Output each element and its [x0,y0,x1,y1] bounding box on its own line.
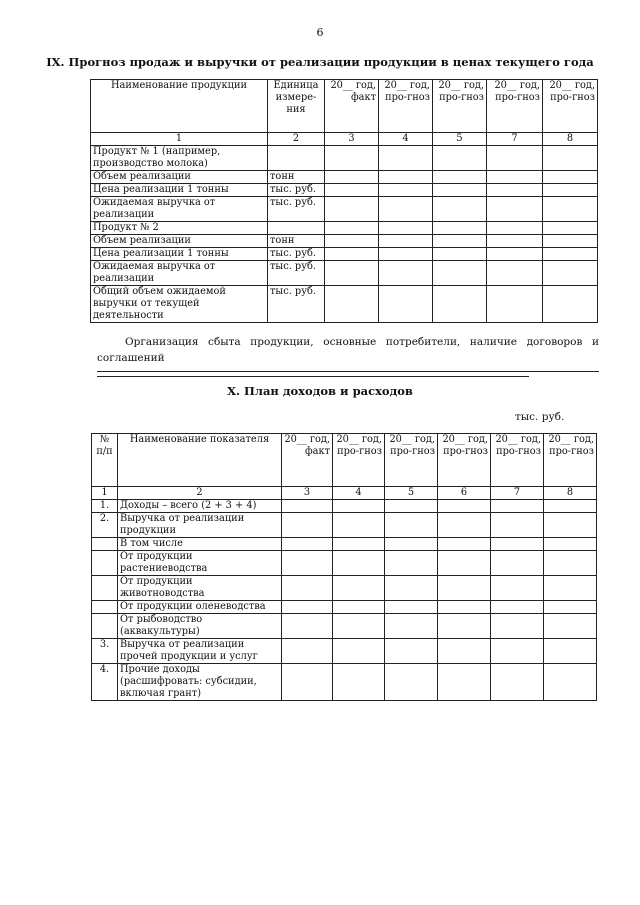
row-name: Выручка от реализации продукции [118,513,282,538]
row-name: Цена реализации 1 тонны [91,248,268,261]
table-row [91,261,598,286]
table-row [91,235,598,248]
row-name: Прочие доходы (расшифровать: субсидии, включая грант) [118,664,282,701]
fill-in-line [97,371,599,372]
table-row [91,171,598,184]
row-name: Объем реализации [91,171,268,184]
table-row [92,538,597,551]
row-number: 2. [92,513,118,538]
header-cell: 20__ год, про-гноз [543,80,598,133]
column-number: 1 [91,133,268,146]
header-cell: 20__ год, про-гноз [333,434,385,487]
table-row [92,513,597,538]
row-name: От продукции оленеводства [118,601,282,614]
row-number [92,551,118,576]
row-name: От продукции животноводства [118,576,282,601]
header-cell: Наименование продукции [91,80,268,133]
row-unit [268,222,325,235]
column-number-row [91,133,598,146]
table-row [92,639,597,664]
header-cell: 20__ год, про-гноз [379,80,433,133]
row-name: Цена реализации 1 тонны [91,184,268,197]
row-name: От продукции растениеводства [118,551,282,576]
header-cell: 20__ год, про-гноз [544,434,597,487]
row-name: Ожидаемая выручка от реализации [91,261,268,286]
column-number: 3 [282,487,333,500]
row-name: В том числе [118,538,282,551]
column-number-row [92,487,597,500]
row-name: Доходы – всего (2 + 3 + 4) [118,500,282,513]
row-number [92,576,118,601]
column-number: 2 [268,133,325,146]
header-cell: 20__ год, факт [282,434,333,487]
table-row [92,500,597,513]
header-cell: 20__ год, про-гноз [438,434,491,487]
sales-organization-line2: соглашений [97,352,165,364]
sales-organization-line1: Организация сбыта продукции, основные потребители, наличие договоров и [125,336,599,348]
sales-forecast-table [90,79,598,323]
header-cell: 20__ год, факт [325,80,379,133]
row-name: Продукт № 1 (например, производство молока) [91,146,268,171]
row-number [92,614,118,639]
header-cell: 20__ год, про-гноз [491,434,544,487]
column-number: 8 [544,487,597,500]
header-cell: № п/п [92,434,118,487]
row-unit: тыс. руб. [268,261,325,286]
header-cell: 20__ год, про-гноз [487,80,543,133]
table-header-row [92,434,597,487]
row-name: Объем реализации [91,235,268,248]
row-unit: тыс. руб. [268,248,325,261]
column-number: 5 [433,133,487,146]
column-number: 7 [487,133,543,146]
row-number: 3. [92,639,118,664]
header-cell: 20__ год, про-гноз [385,434,438,487]
row-unit: тонн [268,235,325,248]
section-9-title: IX. Прогноз продаж и выручки от реализации продукции в ценах текущего года [46,55,594,69]
header-cell: 20__ год, про-гноз [433,80,487,133]
column-number: 4 [333,487,385,500]
table-row [91,222,598,235]
sales-organization-text-line2 [97,350,599,382]
column-number: 8 [543,133,598,146]
row-name: Ожидаемая выручка от реализации [91,197,268,222]
table-row [91,146,598,171]
unit-label: тыс. руб. [515,411,565,423]
table-header-row [91,80,598,133]
column-number: 7 [491,487,544,500]
column-number: 6 [438,487,491,500]
table-row [92,551,597,576]
row-unit: тыс. руб. [268,286,325,323]
table-row [92,614,597,639]
column-number: 1 [92,487,118,500]
row-name: Общий объем ожидаемой выручки от текущей деятельности [91,286,268,323]
income-expense-table [91,433,597,701]
row-number: 4. [92,664,118,701]
row-number: 1. [92,500,118,513]
table-row [92,601,597,614]
row-name: Продукт № 2 [91,222,268,235]
header-cell: Единица измере-ния [268,80,325,133]
column-number: 2 [118,487,282,500]
row-unit: тыс. руб. [268,197,325,222]
page-number: 6 [316,26,324,39]
row-unit [268,146,325,171]
sales-organization-text [97,334,599,350]
column-number: 4 [379,133,433,146]
section-10-title: X. План доходов и расходов [227,384,413,398]
row-number [92,538,118,551]
row-name: От рыбоводство (аквакультуры) [118,614,282,639]
header-cell: Наименование показателя [118,434,282,487]
table-row [91,286,598,323]
row-name: Выручка от реализации прочей продукции и услуг [118,639,282,664]
row-unit: тыс. руб. [268,184,325,197]
row-unit: тонн [268,171,325,184]
table-row [91,248,598,261]
table-row [91,184,598,197]
column-number: 3 [325,133,379,146]
table-row [92,576,597,601]
row-number [92,601,118,614]
table-row [91,197,598,222]
table-row [92,664,597,701]
column-number: 5 [385,487,438,500]
